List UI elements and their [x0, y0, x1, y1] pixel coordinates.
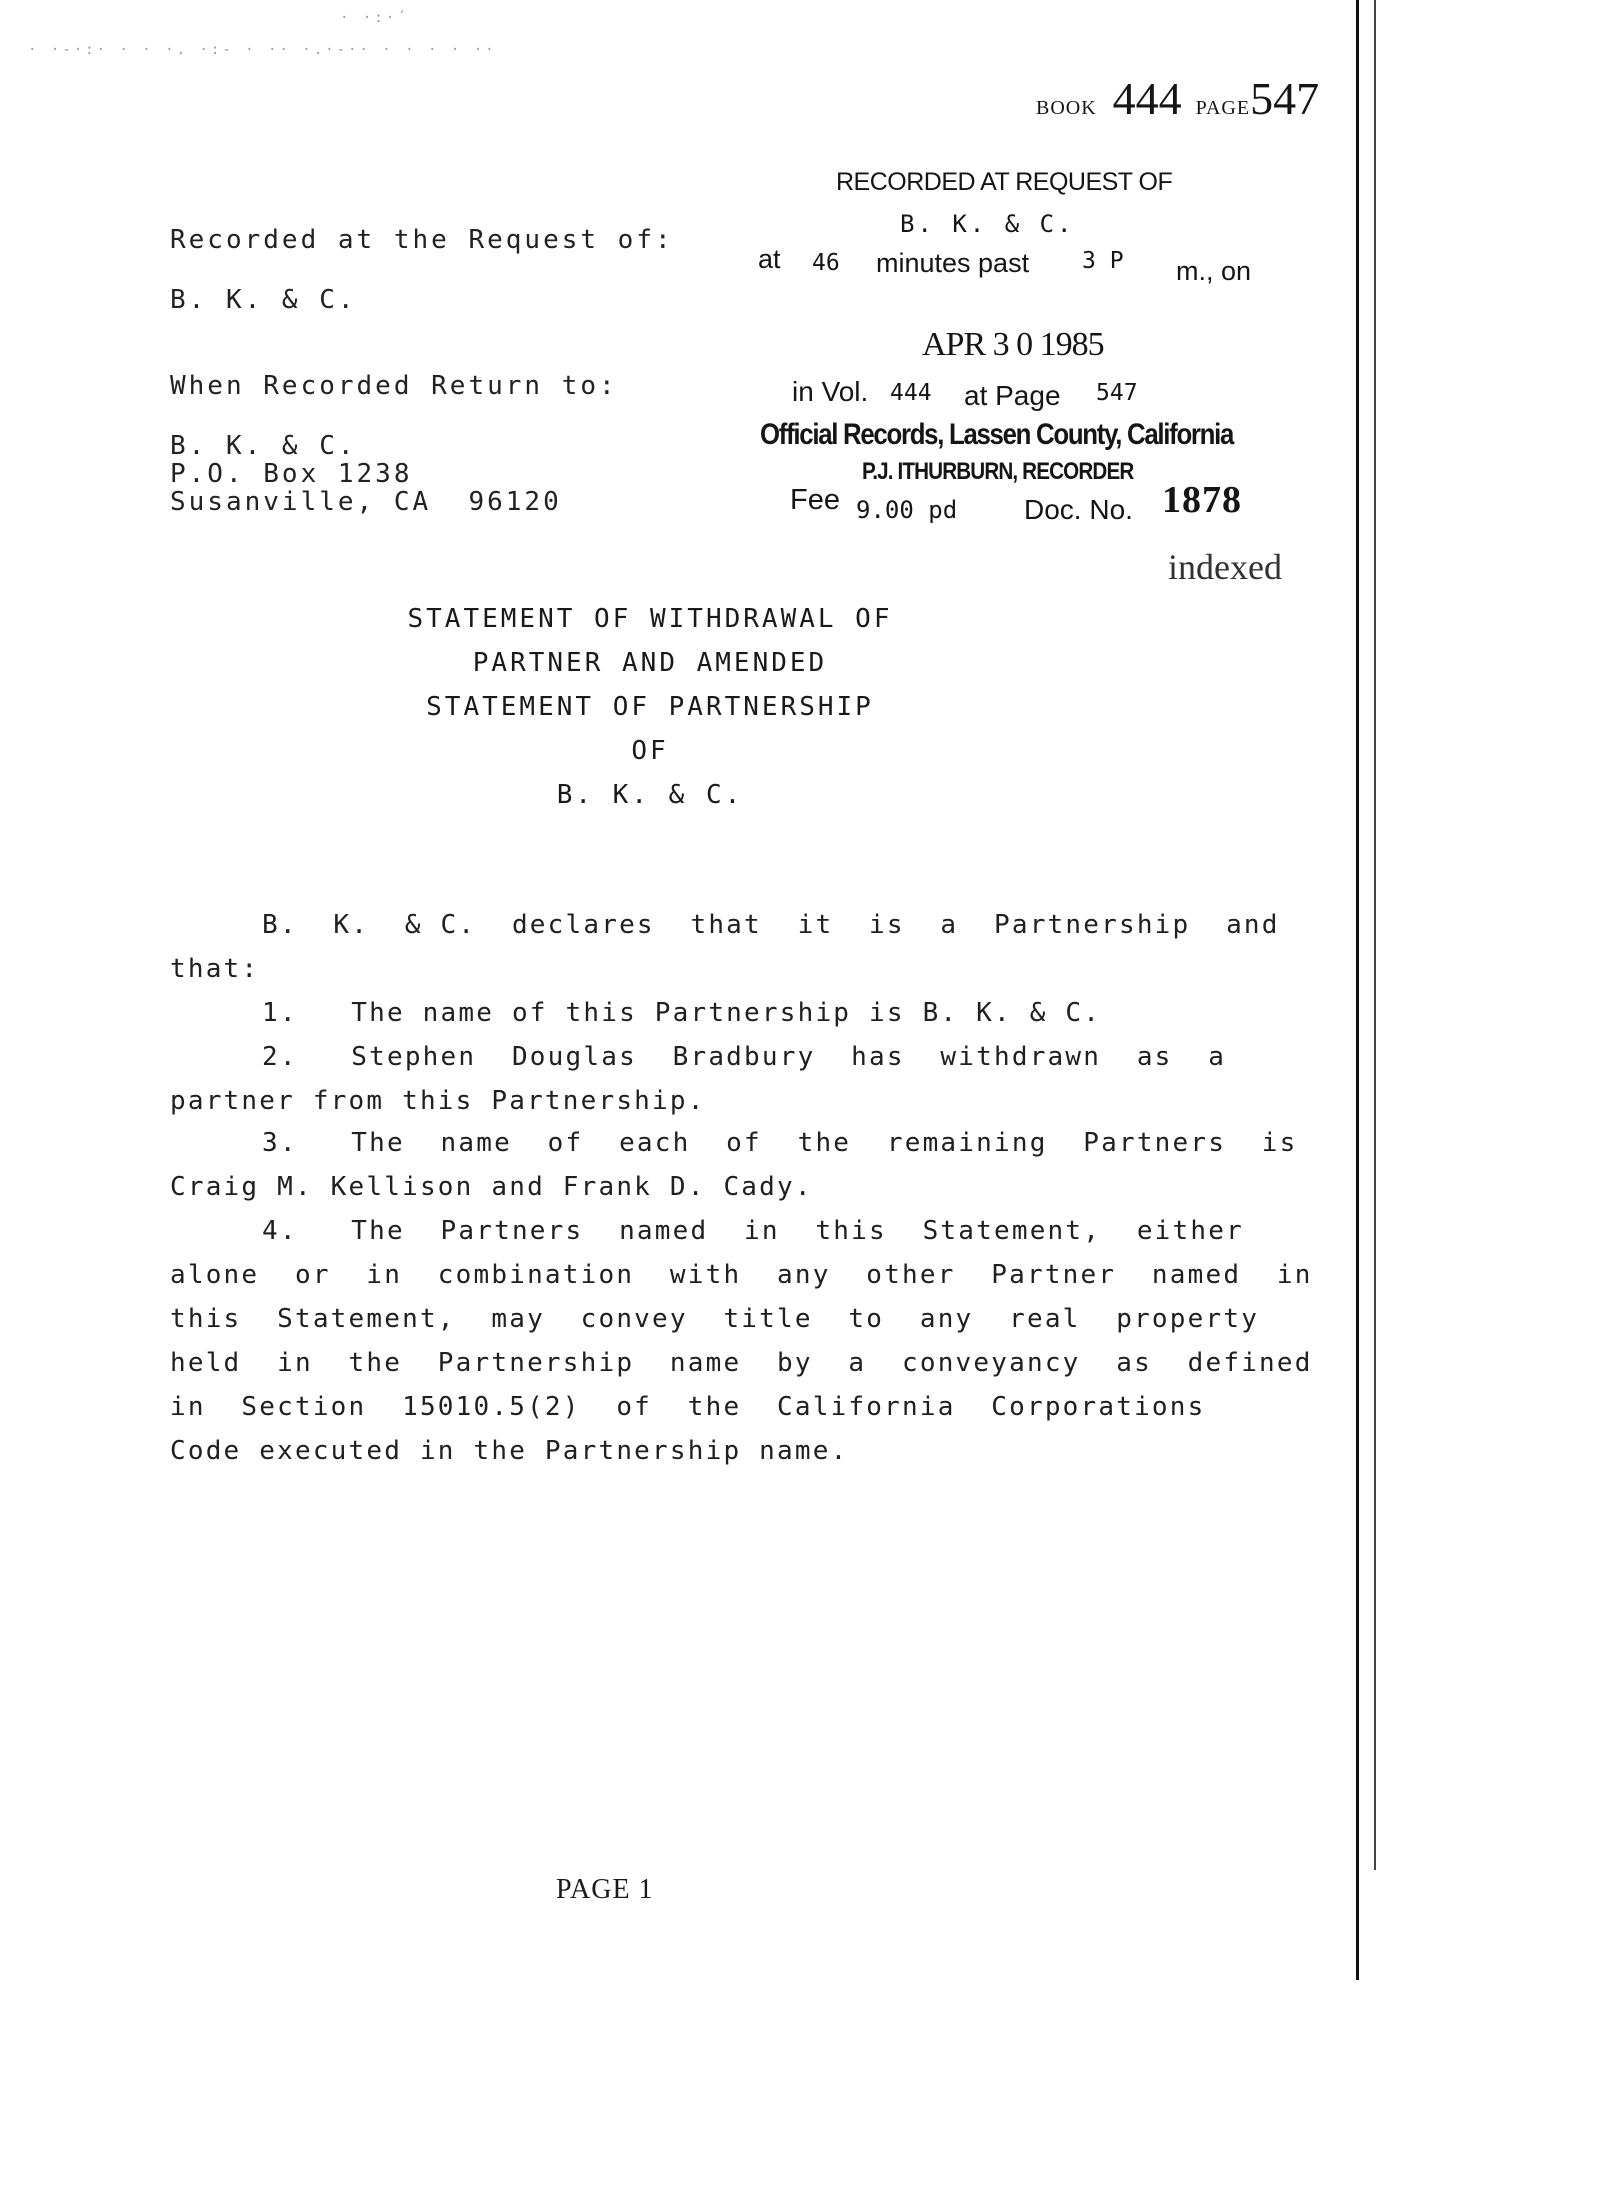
- fee-label: Fee: [790, 484, 840, 516]
- book-label: BOOK: [1036, 97, 1097, 119]
- official-records-line: Official Records, Lassen County, California: [760, 418, 1234, 451]
- return-address-line-1: P.O. Box 1238: [170, 459, 413, 489]
- page-edge-line-thin: [1374, 0, 1376, 1870]
- clause-3-line-1: 3. The name of each of the remaining Partners is: [262, 1128, 1298, 1158]
- indexed-mark: indexed: [1168, 547, 1282, 587]
- clause-4-line-1: 4. The Partners named in this Statement, either: [262, 1216, 1244, 1246]
- document-title-line-4: OF: [631, 736, 669, 766]
- stamp-minutes-past: minutes past: [876, 248, 1030, 278]
- page-edge-line: [1356, 0, 1359, 1980]
- scan-noise: · ·-·:· · · ·. ·:- · ·· ·.·-·· · · · · ··: [28, 42, 497, 58]
- recorded-request-name: B. K. & C.: [170, 285, 357, 315]
- stamp-at-page: at Page: [964, 380, 1061, 411]
- recording-date: APR 3 0 1985: [922, 326, 1104, 363]
- stamp-requester: B. K. & C.: [900, 210, 1075, 238]
- page-number-footer: PAGE 1: [556, 1874, 654, 1905]
- stamp-hour: 3 P: [1082, 248, 1124, 274]
- return-address-line-2: Susanville, CA 96120: [170, 487, 562, 517]
- return-to-label: When Recorded Return to:: [170, 371, 618, 401]
- stamp-in-vol: in Vol.: [792, 376, 869, 407]
- clause-1: 1. The name of this Partnership is B. K. & C.: [262, 998, 1102, 1028]
- intro-line-1: B. K. & C. declares that it is a Partnership and: [262, 910, 1280, 940]
- recorded-request-label: Recorded at the Request of:: [170, 225, 674, 255]
- document-title-line-2: PARTNER AND AMENDED: [472, 648, 828, 678]
- recorder-name: P.J. ITHURBURN, RECORDER: [862, 458, 1134, 485]
- page-label: PAGE: [1195, 97, 1251, 119]
- clause-4-line-3: this Statement, may convey title to any real property: [170, 1304, 1260, 1334]
- clause-4-line-5: in Section 15010.5(2) of the California Corporations: [170, 1392, 1206, 1422]
- document-title-line-3: STATEMENT OF PARTNERSHIP: [426, 692, 874, 722]
- clause-4-line-4: held in the Partnership name by a conveyancy as defined: [170, 1348, 1313, 1378]
- stamp-vol-number: 444: [890, 380, 932, 406]
- stamp-at: at: [758, 244, 781, 274]
- recorded-at-request-header: RECORDED AT REQUEST OF: [836, 168, 1173, 196]
- clause-4-line-6: Code executed in the Partnership name.: [170, 1436, 849, 1466]
- clause-2-line-2: partner from this Partnership.: [170, 1086, 706, 1116]
- clause-4-line-2: alone or in combination with any other Partner named in: [170, 1260, 1313, 1290]
- clause-2-line-1: 2. Stephen Douglas Bradbury has withdrawn as a: [262, 1042, 1227, 1072]
- return-name: B. K. & C.: [170, 431, 357, 461]
- book-page-reference: [1036, 72, 1319, 125]
- document-title-line-1: STATEMENT OF WITHDRAWAL OF: [407, 604, 893, 634]
- intro-line-2: that:: [170, 954, 260, 984]
- book-number: 444: [1112, 73, 1182, 124]
- stamp-page-value: 547: [1096, 380, 1138, 406]
- document-title-line-5: B. K. & C.: [556, 780, 744, 810]
- doc-no-label: Doc. No.: [1024, 494, 1133, 525]
- stamp-minutes: 46: [812, 250, 840, 276]
- page-number: 547: [1250, 73, 1320, 124]
- fee-value: 9.00 pd: [856, 496, 958, 524]
- stamp-m-on: m., on: [1176, 256, 1252, 286]
- doc-number: 1878: [1162, 479, 1242, 521]
- scan-noise: · ·:·´: [340, 10, 409, 26]
- clause-3-line-2: Craig M. Kellison and Frank D. Cady.: [170, 1172, 813, 1202]
